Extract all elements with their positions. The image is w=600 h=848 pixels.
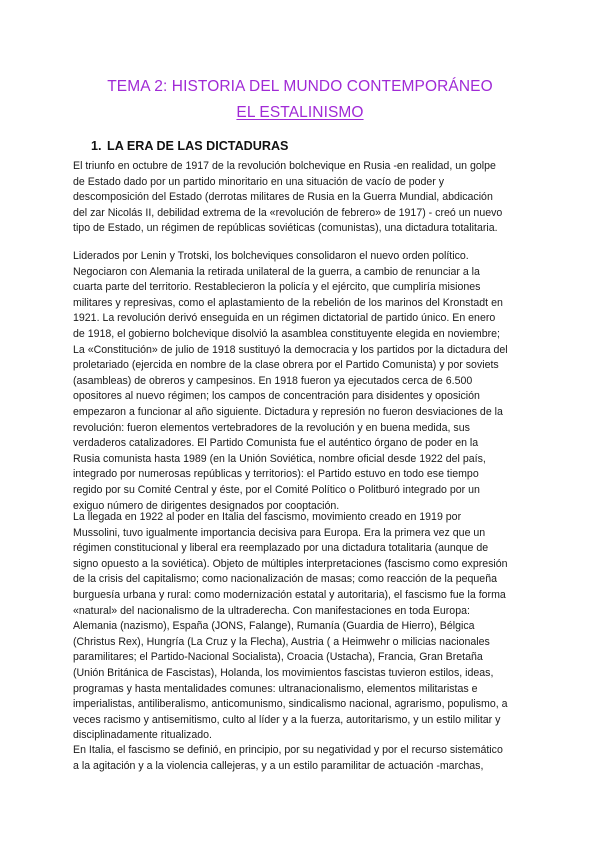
paragraph-1 <box>73 159 533 237</box>
text-line: empezaron a funcionar al año siguiente. Dictadura y represión no fueron desviaciones de la <box>73 405 503 418</box>
text-line: burguesía urbana y rural: como modernización estatal y autoritaria), el fascismo fue la forma <box>73 588 506 601</box>
section-number: 1. <box>91 139 102 153</box>
text-line: cuarta parte del territorio. Restablecieron la policía y el ejército, que cumpliría misiones <box>73 281 481 294</box>
text-line: «natural» del nacionalismo de la ultraderecha. Con manifestaciones en toda Europa: <box>73 604 470 617</box>
text-line: militares y represivas, como el aplastamiento de la rebelión de los marinos del Kronstadt en <box>73 296 503 309</box>
text-line: régimen constitucional y liberal era reemplazado por una dictadura totalitaria (aunque de <box>73 542 489 555</box>
text-line: imperialistas, antiliberalismo, anticomunismo, sindicalismo nacional, agrarismo, populismo, a <box>73 698 508 711</box>
text-line: de Estado dado por un partido minoritario en una situación de vacío de poder y <box>73 175 445 188</box>
text-line: El triunfo en octubre de 1917 de la revolución bolchevique en Rusia -en realidad, un golpe <box>73 160 496 172</box>
text-line: revolución: fueron elementos vertebradores de la revolución y en buena medida, sus <box>73 421 470 434</box>
text-line: exiguo número de dirigentes designados por cooptación. <box>73 499 340 512</box>
text-line: (asambleas) de obreros y campesinos. En 1918 fueron ya ejecutados cerca de 6.500 <box>73 374 473 387</box>
text-line: signo opuesto a la soviética). Objeto de múltiples interpretaciones (fascismo como expresión <box>73 557 508 570</box>
text-line: a la agitación y a la violencia callejeras, y a un estilo paramilitar de actuación -marchas, <box>73 759 484 772</box>
section-heading <box>91 139 288 153</box>
text-line: En Italia, el fascismo se definió, en principio, por su negatividad y por el recurso sistemático <box>73 744 503 756</box>
paragraph-4 <box>73 743 533 774</box>
text-line: La llegada en 1922 al poder en Italia del fascismo, movimiento creado en 1919 por <box>73 511 462 523</box>
text-line: de la crisis del capitalismo; como nacionalización de masas; como reacción de la pequeña <box>73 573 497 586</box>
paragraph-2 <box>73 249 533 514</box>
text-line: (Christus Rex), Hungría (La Cruz y la Flecha), Austria ( a Heimwehr o milicias nacionales <box>73 635 490 648</box>
text-line: de 1918, el gobierno bolchevique disolvió la asamblea constituyente elegida en noviembre; <box>73 327 500 340</box>
text-line: proletariado (ejercida en nombre de la clase obrera por el Partido Comunista) y por soviets <box>73 359 499 372</box>
text-line: integrado por numerosas repúblicas y territorios): el Partido estuvo en todo ese tiempo <box>73 468 479 481</box>
text-line: opositores al nuevo régimen; los campos de concentración para disidentes y oposición <box>73 390 480 403</box>
document-subtitle: EL ESTALINISMO <box>236 104 364 121</box>
text-line: La «Constitución» de julio de 1918 sustituyó la democracia y los partidos por la dictadura del <box>73 343 508 356</box>
text-line: programas y hasta mentalidades comunes: ultranacionalismo, elementos militaristas e <box>73 682 478 695</box>
text-line: verdaderos catalizadores. El Partido Comunista fue el auténtico órgano de poder en la <box>73 437 479 450</box>
text-line: Liderados por Lenin y Trotski, los bolcheviques consolidaron el nuevo orden político. <box>73 250 469 262</box>
text-line: Mussolini, tuvo igualmente importancia decisiva para Europa. Era la primera vez que un <box>73 526 486 539</box>
text-line: Rusia comunista hasta 1989 (en la Unión Soviética, nombre oficial desde 1922 del país, <box>73 452 486 465</box>
text-line: 1921. La revolución derivó enseguida en un régimen dictatorial de partido único. En enero <box>73 312 496 325</box>
text-line: Alemania (nazismo), España (JONS, Falange), Rumanía (Guardia de Hierro), Bélgica <box>73 620 475 633</box>
document-title: TEMA 2: HISTORIA DEL MUNDO CONTEMPORÁNEO <box>107 78 493 95</box>
text-line: (Unión Británica de Fascistas), Holanda, los movimientos fascistas tuvieron estilos, ideas, <box>73 666 494 679</box>
text-line: paramilitares; el Partido-Nacional Socialista), Croacia (Ustacha), Francia, Gran Bretaña <box>73 651 483 664</box>
text-line: del zar Nicolás II, debilidad extrema de la «revolución de febrero» de 1917) - creó un nuevo <box>73 206 503 219</box>
text-line: disciplinadamente ritualizado. <box>73 729 212 742</box>
text-line: tipo de Estado, un régimen de repúblicas soviéticas (comunistas), una dictadura totalitaria. <box>73 222 498 235</box>
text-line: descomposición del Estado (derrotas militares de Rusia en la Guerra Mundial, abdicación <box>73 191 493 204</box>
text-line: veces racismo y antisemitismo, culto al líder y a la fuerza, autoritarismo, y un estilo militar y <box>73 713 501 726</box>
text-line: Negociaron con Alemania la retirada unilateral de la guerra, a cambio de renunciar a la <box>73 265 480 278</box>
section-title: LA ERA DE LAS DICTADURAS <box>107 139 289 153</box>
text-line: regido por su Comité Central y éste, por el Comité Político o Politburó integrado por un <box>73 483 480 496</box>
paragraph-3 <box>73 510 533 744</box>
